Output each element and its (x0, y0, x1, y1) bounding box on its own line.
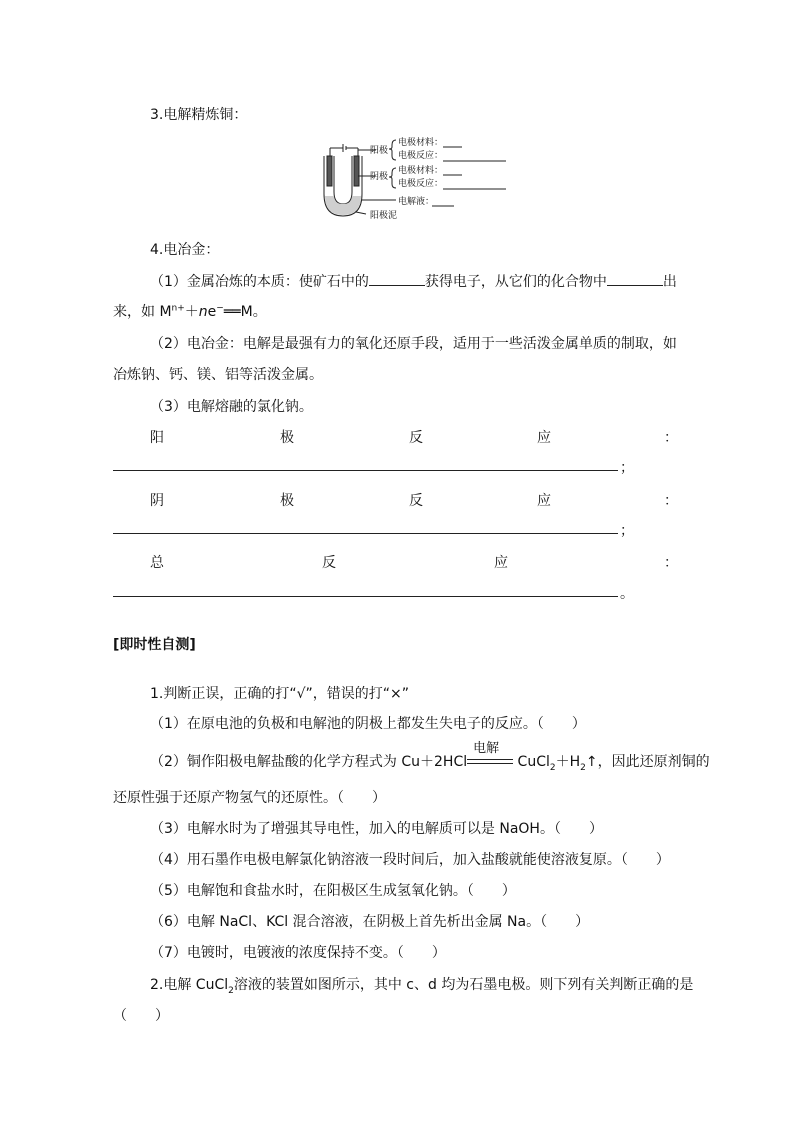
cathode-char-2: 反 (409, 493, 423, 509)
diagram-electrolyte: 电解液： (398, 197, 435, 207)
total-char-3: ： (664, 555, 678, 571)
diagram-label-cathode: 阴极 (370, 172, 389, 182)
paragraph-molten-nacl: （3）电解熔融的氯化钠。 (150, 399, 313, 415)
question-2: 2.电解 CuCl$_2$溶液的装置如图所示，其中 c、d 均为石墨电极。则下列有关判断正确的是 (150, 977, 694, 996)
diagram-anode-material: 电极材料： (398, 138, 444, 148)
blank-2[interactable] (607, 271, 663, 286)
cathode-char-3: 应 (537, 493, 551, 509)
electrolytic-cell-diagram (318, 134, 518, 226)
total-answer-line[interactable] (113, 596, 618, 597)
item-5: （5）电解饱和食盐水时，在阳极区生成氢氧化钠。（ ） (150, 883, 516, 899)
item-4: （4）用石墨作电极电解氯化钠溶液一段时间后，加入盐酸就能使溶液复原。（ ） (150, 852, 670, 868)
paragraph-electrometallurgy-cont: 冶炼钠、钙、镁、铝等活泼金属。 (113, 367, 323, 383)
item-7: （7）电镀时，电镀液的浓度保持不变。（ ） (150, 945, 446, 961)
cathode-char-1: 极 (280, 493, 294, 509)
cathode-char-0: 阴 (150, 493, 164, 509)
question-1: 1.判断正误，正确的打“√”，错误的打“×” (150, 686, 410, 702)
anode-char-4: ： (664, 430, 678, 446)
diagram-cathode-reaction: 电极反应： (398, 179, 444, 189)
total-char-1: 反 (322, 555, 336, 571)
anode-semicolon: ； (620, 460, 634, 476)
blank-1[interactable] (369, 271, 425, 286)
paragraph-electrometallurgy: （2）电冶金：电解是最强有力的氧化还原手段，适用于一些活泼金属单质的制取，如 (150, 336, 677, 352)
diagram-label-anode: 阳极 (370, 146, 389, 156)
item-2-cont: 还原性强于还原产物氢气的还原性。（ ） (113, 790, 386, 806)
total-period: 。 (620, 586, 634, 602)
diagram-cathode-material: 电极材料： (398, 166, 444, 176)
total-char-2: 应 (494, 555, 508, 571)
paragraph-essence: （1）金属冶炼的本质：使矿石中的 获得电子，从它们的化合物中 出 (150, 271, 677, 291)
anode-answer-line[interactable] (113, 470, 618, 471)
section-heading-metallurgy: 4.电冶金： (150, 242, 220, 258)
cathode-semicolon: ； (620, 523, 634, 539)
diagram-anode-reaction: 电极反应： (398, 151, 444, 161)
cathode-char-4: ： (664, 493, 678, 509)
diagram-anode-mud: 阳极泥 (370, 211, 398, 221)
question-2-bracket: （ ） (113, 1008, 169, 1024)
item-1: （1）在原电池的负极和电解池的阴极上都发生失电子的反应。（ ） (150, 716, 586, 732)
section-heading-refining: 3.电解精炼铜： (150, 107, 248, 123)
anode-char-1: 极 (280, 430, 294, 446)
cathode-answer-line[interactable] (113, 533, 618, 534)
item-2: （2）铜作阳极电解盐酸的化学方程式为 Cu＋2HCl 电解 $CuCl_2+H_2↑$，因此还原剂铜的 (150, 741, 710, 773)
section-heading-selftest: [即时性自测] (113, 637, 196, 653)
item-3: （3）电解水时为了增强其导电性，加入的电解质可以是 NaOH。（ ） (150, 821, 603, 837)
anode-char-3: 应 (537, 430, 551, 446)
anode-char-0: 阳 (150, 430, 164, 446)
paragraph-essence-cont: 来，如 $M^{n+}+ne^-══M$。 (113, 303, 267, 320)
total-char-0: 总 (150, 555, 164, 571)
electrolysis-arrow: 电解 (467, 755, 513, 769)
anode-char-2: 反 (409, 430, 423, 446)
item-6: （6）电解 NaCl、KCl 混合溶液，在阴极上首先析出金属 Na。（ ） (150, 914, 590, 930)
